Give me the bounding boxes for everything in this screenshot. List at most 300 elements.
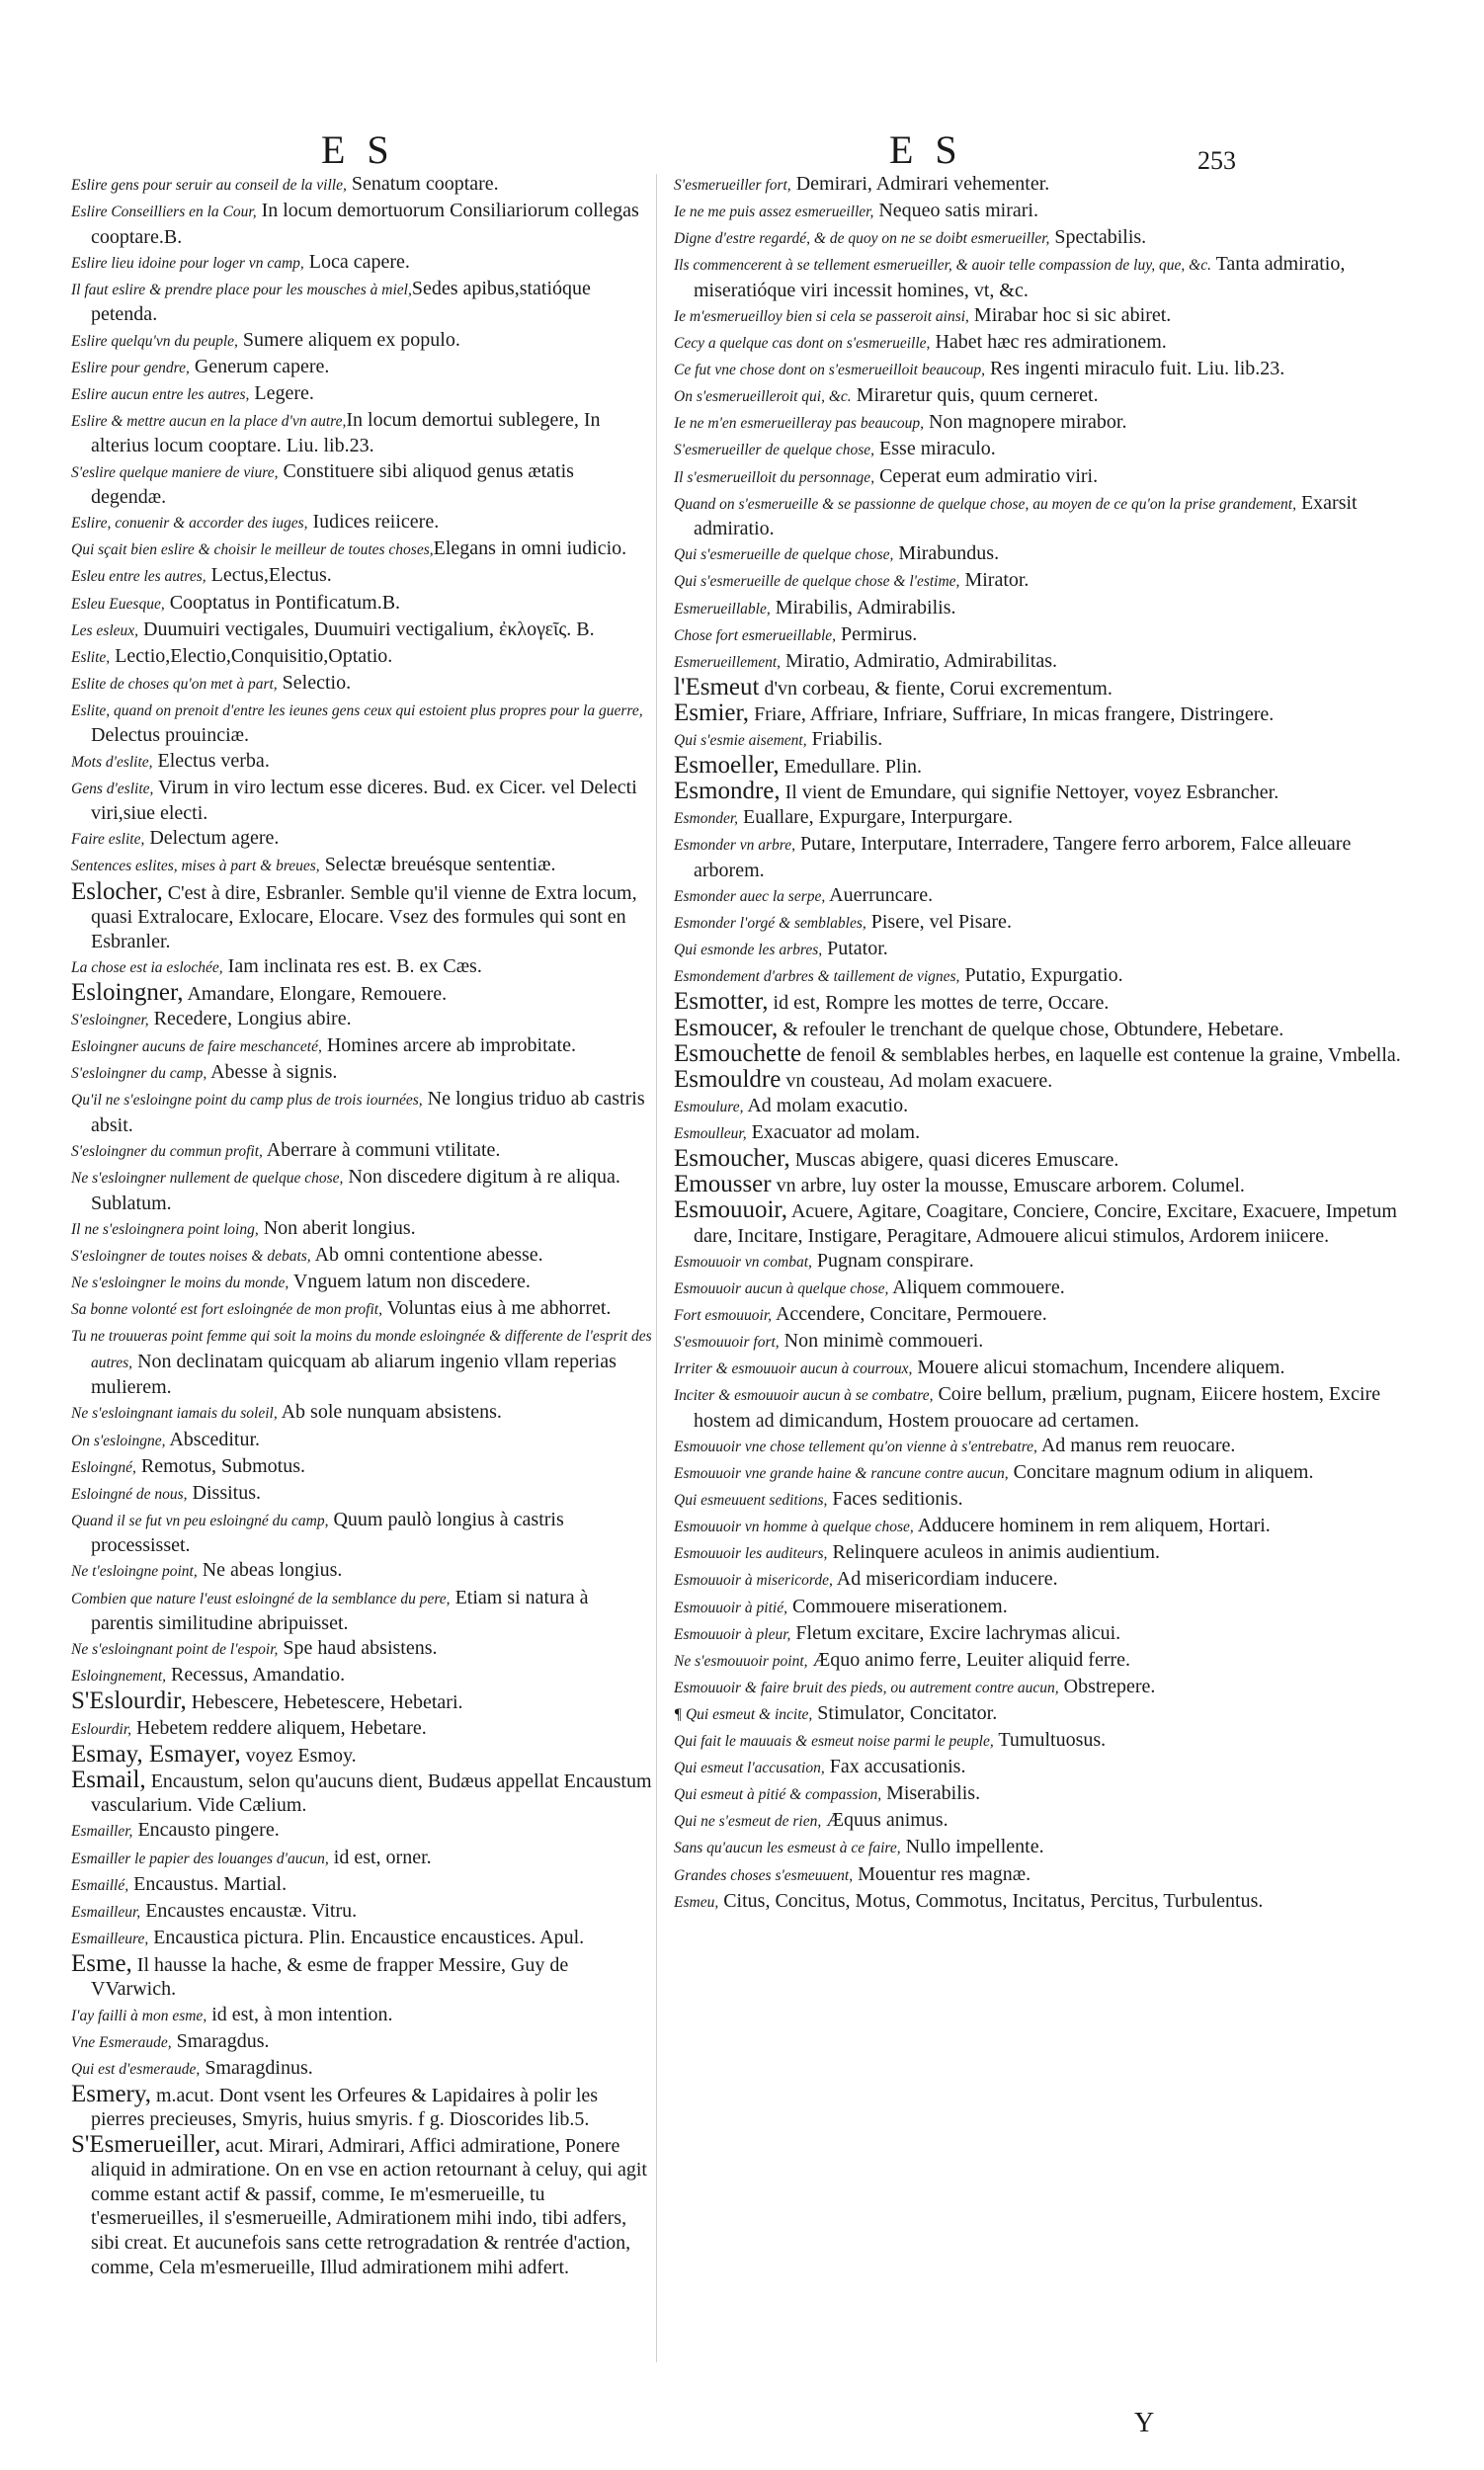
dictionary-entry [674, 410, 1403, 437]
right-column [674, 172, 1403, 2360]
entry-gloss: Auerruncare. [825, 884, 934, 907]
entry-headword: Esmouldre [674, 1065, 782, 1093]
entry-headword: Esmouchette [674, 1039, 802, 1067]
entry-gloss: Remotus, Submotus. [135, 1454, 306, 1477]
entry-headword: Gens d'eslite, [71, 780, 154, 797]
entry-headword: Esmerueillement, [674, 653, 782, 671]
dictionary-entry [674, 780, 1403, 805]
dictionary-entry [71, 591, 654, 618]
dictionary-entry [674, 1567, 1403, 1594]
entry-headword: Eslite, [71, 648, 111, 666]
entry-headword: Quand il se fut vn peu esloingné du camp, [71, 1512, 329, 1529]
entry-headword: S'esmerueiller de quelque chose, [674, 442, 875, 459]
entry-gloss: Mouentur res magnæ. [853, 1862, 1031, 1885]
entry-gloss: Citus, Concitus, Motus, Commotus, Incitatus, Percitus, Turbulentus. [718, 1889, 1264, 1912]
entry-headword: Ie ne me puis assez esmerueiller, [674, 204, 874, 221]
dictionary-entry [71, 1926, 654, 1952]
column-divider [656, 174, 657, 2362]
dictionary-entry [71, 826, 654, 853]
dictionary-entry [674, 1434, 1403, 1460]
entry-gloss: In locum demortui sublegere, In alterius locum cooptare. Liu. lib.23. [91, 408, 601, 457]
entry-headword: Ne s'esloingner nullement de quelque chose, [71, 1170, 344, 1188]
entry-headword: Emousser [674, 1171, 772, 1198]
entry-gloss: Encausto pingere. [132, 1819, 280, 1842]
entry-headword: Esmaillé, [71, 1876, 129, 1894]
dictionary-entry [71, 1636, 654, 1663]
entry-headword: Esmoucer, [674, 1014, 779, 1041]
dictionary-entry [71, 1454, 654, 1481]
entry-headword: Qui s'esmie aisement, [674, 731, 807, 749]
entry-headword: Combien que nature l'eust esloingné de la semblance du pere, [71, 1590, 451, 1607]
dictionary-entry [674, 990, 1403, 1016]
entry-gloss: Acuere, Agitare, Coagitare, Conciere, Concire, Excitare, Exacuere, Impetum dare, Incitare, Instigare, Peragitare, Admouere alicui stimulos, Ardorem iniicere. [694, 1200, 1397, 1247]
dictionary-entry [674, 1014, 1403, 1042]
entry-gloss: Non minimè commoueri. [779, 1330, 984, 1353]
dictionary-entry [674, 330, 1403, 357]
dictionary-entry [71, 1689, 654, 1715]
entry-gloss: Il vient de Emundare, qui signifie Nettoyer, voyez Esbrancher. [780, 782, 1279, 804]
entry-gloss: & refouler le trenchant de quelque chose, Obtundere, Hebetare. [778, 1018, 1284, 1040]
entry-gloss: Ad manus rem reuocare. [1036, 1435, 1236, 1456]
entry-headword: Ne s'esmouuoir point, [674, 1652, 808, 1670]
dictionary-entry [71, 1508, 654, 1558]
dictionary-entry [71, 1428, 654, 1454]
dictionary-entry [674, 1065, 1403, 1094]
entry-headword: Ce fut vne chose dont on s'esmerueilloit beaucoup, [674, 362, 985, 379]
entry-gloss: Tumultuosus. [993, 1729, 1107, 1752]
entry-headword: Esmoeller, [674, 752, 780, 780]
entry-headword: Esmotter, [674, 988, 769, 1016]
dictionary-entry [71, 250, 654, 277]
entry-gloss: Generum capere. [189, 355, 330, 377]
entry-headword: Esloingner, [71, 978, 184, 1006]
running-head-right: E S [889, 127, 963, 172]
dictionary-entry [71, 1270, 654, 1296]
dictionary-entry [674, 1675, 1403, 1701]
entry-headword: Faire eslite, [71, 831, 145, 849]
dictionary-entry [674, 1094, 1403, 1120]
entry-headword: Qui s'esmerueille de quelque chose, [674, 546, 894, 564]
entry-headword: Esmouuoir à misericorde, [674, 1572, 833, 1590]
dictionary-entry [674, 1198, 1403, 1248]
entry-gloss: Non magnopere mirabor. [923, 411, 1127, 434]
entry-headword: Esmailler, [71, 1823, 133, 1841]
dictionary-entry [71, 1740, 654, 1769]
entry-gloss: Commouere miserationem. [786, 1595, 1008, 1617]
entry-gloss: Ne abeas longius. [197, 1559, 343, 1582]
dictionary-entry [674, 649, 1403, 676]
dictionary-entry [674, 1862, 1403, 1889]
entry-gloss: Encaustus. Martial. [128, 1872, 288, 1895]
entry-headword: Ie m'esmerueilloy bien si cela se passeroit ainsi, [674, 307, 969, 325]
entry-gloss: Miserabilis. [881, 1782, 981, 1805]
entry-headword: Qui est d'esmeraude, [71, 2060, 201, 2078]
entry-gloss: Selectæ breuésque sententiæ. [319, 854, 556, 876]
dictionary-entry [674, 1755, 1403, 1781]
entry-gloss: Encaustes encaustæ. Vitru. [140, 1899, 358, 1922]
entry-headword: Qui esmeut l'accusation, [674, 1760, 825, 1777]
entry-gloss: id est, orner. [328, 1846, 432, 1868]
dictionary-entry [674, 541, 1403, 568]
entry-gloss: Mouere alicui stomachum, Incendere aliquem. [912, 1357, 1285, 1379]
entry-headword: Esmier, [674, 699, 750, 726]
entry-gloss: Smaragdus. [171, 2029, 270, 2052]
dictionary-entry [674, 1621, 1403, 1648]
entry-gloss: Constituere sibi aliquod genus ætatis degendæ. [91, 459, 574, 509]
entry-headword: I'ay failli à mon esme, [71, 2007, 207, 2024]
entry-headword: Esloingnement, [71, 1668, 166, 1686]
entry-headword: Esmouuoir les auditeurs, [674, 1545, 828, 1563]
entry-gloss: Fax accusationis. [824, 1756, 966, 1778]
entry-headword: Chose fort esmerueillable, [674, 626, 837, 644]
entry-headword: Il ne s'esloingnera point loing, [71, 1220, 259, 1238]
entry-gloss: Smaragdinus. [200, 2056, 313, 2079]
dictionary-entry [674, 1460, 1403, 1487]
dictionary-entry [674, 252, 1403, 302]
entry-gloss: Miratio, Admiratio, Admirabilitas. [781, 649, 1058, 672]
signature-mark: Y [1134, 2408, 1155, 2438]
dictionary-entry [71, 563, 654, 590]
dictionary-entry [71, 776, 654, 826]
entry-gloss: Muscas abigere, quasi diceres Emuscare. [789, 1148, 1119, 1171]
entry-gloss: Non aberit longius. [258, 1216, 416, 1239]
dictionary-entry [71, 618, 654, 644]
dictionary-entry [674, 1249, 1403, 1276]
entry-headword: Fort esmouuoir, [674, 1307, 773, 1325]
dictionary-entry [674, 383, 1403, 410]
dictionary-entry [674, 1781, 1403, 1808]
dictionary-entry [674, 727, 1403, 754]
entry-gloss: Ad molam exacutio. [743, 1094, 909, 1116]
entry-headword: S'eslire quelque maniere de viure, [71, 463, 279, 481]
entry-headword: S'esloingner de toutes noises & debats, [71, 1247, 311, 1265]
dictionary-entry [674, 1701, 1403, 1728]
entry-gloss: Non declinatam quicquam ab aliarum ingenio vllam reperias mulierem. [91, 1350, 617, 1399]
dictionary-entry [71, 2130, 654, 2280]
entry-headword: Esmoulleur, [674, 1124, 747, 1142]
entry-headword: Eslire aucun entre les autres, [71, 385, 250, 403]
left-column [71, 172, 654, 2380]
entry-headword: Esmouuoir à pitié, [674, 1599, 787, 1616]
dictionary-entry [674, 1120, 1403, 1147]
entry-headword: Esmail, [71, 1766, 146, 1793]
entry-headword: Esloingner aucuns de faire meschanceté, [71, 1038, 322, 1056]
entry-gloss: Obstrepere. [1058, 1675, 1156, 1697]
entry-headword: Qu'il ne s'esloingne point du camp plus de trois iournées, [71, 1092, 423, 1110]
dictionary-entry [71, 355, 654, 381]
entry-headword: Grandes choses s'esmeuuent, [674, 1866, 854, 1884]
entry-headword: Esmonder l'orgé & semblables, [674, 915, 866, 933]
entry-headword: Esmailleur, [71, 1903, 141, 1921]
dictionary-entry [674, 1889, 1403, 1916]
entry-headword: Eslire Conseilliers en la Cour, [71, 204, 257, 221]
entry-headword: Il s'esmerueilloit du personnage, [674, 468, 875, 486]
entry-headword: Mots d'eslite, [71, 753, 153, 771]
entry-headword: Ne t'esloingne point, [71, 1563, 198, 1581]
dictionary-entry [674, 1302, 1403, 1329]
dictionary-entry [71, 954, 654, 981]
entry-gloss: Aliquem commouere. [888, 1276, 1065, 1298]
dictionary-entry [71, 1481, 654, 1508]
dictionary-entry [674, 199, 1403, 225]
entry-headword: S'esmouuoir fort, [674, 1334, 780, 1352]
entry-gloss: Ne longius triduo ab castris absit. [91, 1088, 645, 1136]
entry-headword: Esmonder auec la serpe, [674, 888, 826, 906]
dictionary-entry [674, 464, 1403, 491]
entry-headword: S'Eslourdir, [71, 1688, 187, 1715]
entry-headword: Qui ne s'esmeut de rien, [674, 1813, 822, 1831]
entry-gloss: Concitare magnum odium in aliquem. [1008, 1461, 1314, 1484]
entry-headword: Esmailleure, [71, 1930, 149, 1947]
entry-headword: Esmonder vn arbre, [674, 837, 795, 855]
entry-gloss: Cooptatus in Pontificatum.B. [164, 591, 401, 614]
entry-gloss: Stimulator, Concitator. [812, 1701, 998, 1724]
entry-headword: Eslire lieu idoine pour loger vn camp, [71, 254, 304, 272]
entry-headword: Eslite, quand on prenoit d'entre les ieunes gens ceux qui estoient plus propres pour la guerre, [71, 701, 643, 719]
entry-gloss: Putator. [822, 938, 888, 960]
entry-gloss: Putare, Interputare, Interradere, Tangere ferro arborem, Falce alleuare arborem. [694, 833, 1352, 881]
entry-headword: Esleu Euesque, [71, 595, 165, 613]
dictionary-entry [71, 1323, 654, 1400]
dictionary-entry [674, 754, 1403, 780]
entry-gloss: Exacuator ad molam. [746, 1120, 921, 1143]
dictionary-entry [71, 1033, 654, 1060]
dictionary-entry [71, 1243, 654, 1270]
entry-headword: Eslire gens pour seruir au conseil de la ville, [71, 177, 347, 194]
dictionary-entry [674, 303, 1403, 330]
dictionary-entry [674, 937, 1403, 963]
dictionary-entry [674, 596, 1403, 622]
dictionary-entry [71, 381, 654, 408]
entry-gloss: Amandare, Elongare, Remouere. [183, 982, 448, 1005]
entry-gloss: Ab omni contentione abesse. [310, 1243, 543, 1266]
entry-headword: Eslire & mettre aucun en la place d'vn autre, [71, 412, 347, 430]
entry-gloss: Etiam si natura à parentis similitudine abripuisset. [91, 1586, 589, 1635]
entry-gloss: Pisere, vel Pisare. [866, 911, 1012, 934]
entry-headword: Esmonder, [674, 810, 739, 828]
dictionary-entry [674, 1835, 1403, 1861]
entry-headword: Esmouuoir, [674, 1196, 787, 1224]
entry-gloss: Permirus. [836, 622, 918, 645]
dictionary-entry [71, 459, 654, 510]
dictionary-entry [674, 805, 1403, 832]
entry-gloss: Recedere, Longius abire. [148, 1008, 352, 1029]
dictionary-entry [71, 1949, 654, 2002]
dictionary-entry [674, 910, 1403, 937]
entry-gloss: Exarsit admiratio. [694, 491, 1358, 540]
entry-headword: On s'esmerueilleroit qui, &c. [674, 388, 852, 406]
entry-headword: Digne d'estre regardé, & de quoy on ne se doibt esmerueiller, [674, 230, 1050, 248]
dictionary-entry [71, 1165, 654, 1215]
entry-gloss: Delectus prouinciæ. [91, 724, 249, 747]
entry-headword: Eslourdir, [71, 1720, 132, 1738]
entry-headword: Eslocher, [71, 877, 163, 905]
entry-gloss: d'vn corbeau, & fiente, Corui excrementum. [759, 677, 1113, 700]
entry-headword: S'Esmerueiller, [71, 2130, 221, 2158]
entry-gloss: Mirabar hoc si sic abiret. [968, 303, 1172, 326]
dictionary-entry [674, 1487, 1403, 1514]
entry-gloss: Absceditur. [165, 1428, 260, 1450]
entry-headword: Qui sçait bien eslire & choisir le meilleur de toutes choses, [71, 541, 434, 559]
entry-headword: Esmeu, [674, 1893, 719, 1911]
dictionary-entry [674, 701, 1403, 727]
dictionary-entry [71, 1818, 654, 1845]
entry-gloss: id est, Rompre les mottes de terre, Occare. [768, 992, 1110, 1015]
entry-gloss: id est, à mon intention. [206, 2003, 393, 2025]
dictionary-entry [674, 1039, 1403, 1068]
dictionary-entry [71, 172, 654, 199]
entry-headword: Esmondre, [674, 778, 781, 805]
dictionary-entry [71, 1400, 654, 1427]
entry-headword: Esmondement d'arbres & taillement de vignes, [674, 968, 960, 986]
entry-headword: Il faut eslire & prendre place pour les mousches à miel, [71, 281, 412, 298]
dictionary-entry [71, 510, 654, 536]
entry-headword: S'esloingner du commun profit, [71, 1142, 263, 1160]
dictionary-entry [674, 622, 1403, 649]
entry-gloss: Senatum cooptare. [346, 173, 499, 195]
entry-gloss: Elegans in omni iudicio. [433, 537, 627, 560]
dictionary-entry [71, 877, 654, 954]
entry-headword: Esmouuoir & faire bruit des pieds, ou autrement contre aucun, [674, 1679, 1059, 1696]
dictionary-entry [674, 1648, 1403, 1675]
entry-headword: Ils commencerent à se tellement esmerueiller, & auoir telle compassion de luy, que, &c. [674, 257, 1211, 275]
entry-headword: Inciter & esmouuoir aucun à se combatre, [674, 1387, 934, 1405]
dictionary-entry [674, 1329, 1403, 1356]
entry-headword: Cecy a quelque cas dont on s'esmerueille, [674, 335, 931, 353]
entry-headword: Eslite de choses qu'on met à part, [71, 675, 278, 693]
dictionary-entry [71, 1716, 654, 1743]
dictionary-entry [71, 644, 654, 671]
dictionary-entry [674, 1728, 1403, 1755]
entry-gloss: Delectum agere. [144, 827, 280, 850]
dictionary-entry [674, 673, 1403, 701]
entry-gloss: Mirabilis, Admirabilis. [770, 596, 956, 618]
dictionary-entry [674, 832, 1403, 882]
entry-gloss: Putatio, Expurgatio. [959, 964, 1123, 987]
entry-headword: Esmailler le papier des louanges d'aucun, [71, 1850, 329, 1867]
entry-gloss: Emedullare. Plin. [779, 756, 923, 779]
entry-gloss: Hebescere, Hebetescere, Hebetari. [186, 1691, 463, 1714]
entry-headword: Esmouuoir vn combat, [674, 1253, 812, 1271]
dictionary-entry [71, 1007, 654, 1033]
entry-gloss: Vnguem latum non discedere. [289, 1270, 531, 1292]
entry-headword: Esmouuoir vn homme à quelque chose, [674, 1519, 914, 1536]
entry-gloss: Hebetem reddere aliquem, Hebetare. [131, 1716, 427, 1739]
entry-gloss: Il hausse la hache, & esme de frapper Messire, Guy de VVarwich. [91, 1953, 569, 2001]
entry-gloss: Sumere aliquem ex populo. [237, 328, 460, 351]
entry-gloss: Iudices reiicere. [307, 511, 440, 534]
entry-gloss: Miraretur quis, quum cerneret. [851, 384, 1099, 407]
entry-gloss: Sedes apibus,statióque petenda. [91, 277, 591, 326]
entry-headword: Irriter & esmouuoir aucun à courroux, [674, 1360, 913, 1378]
dictionary-entry [71, 328, 654, 355]
entry-headword: Esme, [71, 1949, 132, 1977]
entry-gloss: Ad misericordiam inducere. [832, 1568, 1058, 1591]
entry-gloss: Res ingenti miraculo fuit. Liu. lib.23. [984, 358, 1285, 380]
entry-gloss: Iam inclinata res est. B. ex Cæs. [222, 954, 482, 977]
entry-headword: Sentences eslites, mises à part & breues, [71, 858, 320, 875]
page-number: 253 [1197, 146, 1236, 175]
entry-headword: Eslire, conuenir & accorder des iuges, [71, 515, 308, 533]
entry-headword: Esmouuoir vne chose tellement qu'on vienne à s'entrebatre, [674, 1439, 1037, 1455]
entry-headword: S'esloingner du camp, [71, 1065, 207, 1083]
dictionary-entry [674, 357, 1403, 383]
dictionary-entry [674, 1382, 1403, 1433]
entry-headword: Quand on s'esmerueille & se passionne de quelque chose, au moyen de ce qu'on la prise grandement, [674, 495, 1296, 513]
entry-headword: Esmouuoir vne grande haine & rancune contre aucun, [674, 1465, 1009, 1483]
entry-headword: La chose est ia eslochée, [71, 958, 223, 976]
entry-gloss: acut. Mirari, Admirari, Affici admiratione, Ponere aliquid in admiratione. On en vse en action retournant à celuy, qui agit comme estant actif & passif, comme, Ie m'esmerueille, tu t'esmerueilles, il s'esmerueille, Admirationem mihi indo, tibi adfers, sibi creat. Et aucunefois sans cette retrogradation & rentrée d'action, comme, Cela m'esmerueille, Illud admirationem mihi adfert. [91, 2134, 647, 2278]
entry-gloss: m.acut. Dont vsent les Orfeures & Lapidaires à polir les pierres precieuses, Smyris, huius smyris. f g. Dioscorides lib.5. [91, 2084, 599, 2131]
entry-gloss: Coire bellum, prælium, pugnam, Eiicere hostem, Excire hostem ad dimicandum, Hostem prouocare ad certamen. [694, 1383, 1381, 1432]
entry-gloss: Quum paulò longius à castris processisset. [91, 1508, 564, 1557]
entry-gloss: Duumuiri vectigales, Duumuiri vectigalium, ἐκλογεῖς. B. [138, 618, 595, 640]
dictionary-entry [674, 963, 1403, 990]
entry-gloss: Friare, Affriare, Infriare, Suffriare, In micas frangere, Distringere. [749, 702, 1275, 725]
entry-headword: Ne s'esloingner le moins du monde, [71, 1274, 289, 1291]
dictionary-entry [71, 698, 654, 748]
entry-gloss: Spe haud absistens. [278, 1637, 438, 1660]
dictionary-entry [71, 2056, 654, 2083]
entry-gloss: Encaustica pictura. Plin. Encaustice encaustices. Apul. [148, 1926, 585, 1948]
dictionary-entry [71, 749, 654, 776]
entry-gloss: Lectus,Electus. [206, 564, 332, 587]
dictionary-entry [71, 2003, 654, 2029]
entry-gloss: Legere. [249, 381, 314, 404]
entry-headword: Ne s'esloingnant point de l'espoir, [71, 1641, 279, 1659]
entry-gloss: Virum in viro lectum esse diceres. Bud. ex Cicer. vel Delecti viri,siue electi. [91, 776, 637, 825]
dictionary-entry [71, 2029, 654, 2056]
entry-headword: Qui s'esmerueille de quelque chose & l'estime, [674, 573, 960, 591]
dictionary-entry [71, 1296, 654, 1323]
dictionary-entry [71, 1766, 654, 1818]
dictionary-entry [71, 978, 654, 1007]
entry-headword: Eslire quelqu'vn du peuple, [71, 332, 238, 350]
dictionary-entry [674, 1173, 1403, 1198]
entry-headword: Ie ne m'en esmerueilleray pas beaucoup, [674, 415, 924, 433]
entry-headword: S'esmerueiller fort, [674, 177, 791, 194]
entry-headword: Les esleux, [71, 621, 139, 639]
entry-headword: Qui fait le mauuais & esmeut noise parmi le peuple, [674, 1733, 994, 1751]
dictionary-entry [71, 1846, 654, 1872]
entry-headword: Ne s'esloingnant iamais du soleil, [71, 1405, 278, 1423]
dictionary-entry [71, 1558, 654, 1585]
dictionary-entry [674, 1808, 1403, 1835]
dictionary-entry [71, 536, 654, 563]
entry-gloss: Recessus, Amandatio. [166, 1664, 346, 1687]
dictionary-entry [71, 277, 654, 327]
entry-gloss: Pugnam conspirare. [811, 1249, 974, 1272]
entry-gloss: de fenoil & semblables herbes, en laquelle est contenue la graine, Vmbella. [801, 1043, 1401, 1066]
entry-headword: Esloingné de nous, [71, 1485, 188, 1503]
entry-gloss: Ceperat eum admiratio viri. [874, 464, 1099, 487]
entry-gloss: voyez Esmoy. [240, 1744, 357, 1767]
dictionary-entry [674, 1595, 1403, 1621]
entry-gloss: C'est à dire, Esbranler. Semble qu'il vienne de Extra locum, quasi Extralocare, Exlocare, Elocare. Vsez des formules qui sont en Esbranler. [91, 881, 637, 952]
entry-gloss: Loca capere. [303, 250, 410, 273]
entry-headword: ¶ Qui esmeut & incite, [674, 1705, 813, 1723]
entry-headword: Esmouuoir aucun à quelque chose, [674, 1279, 889, 1297]
entry-headword: Esmery, [71, 2080, 151, 2107]
dictionary-entry [71, 671, 654, 698]
entry-gloss: Nullo impellente. [900, 1836, 1044, 1858]
entry-gloss: Aberrare à communi vtilitate. [262, 1138, 501, 1161]
entry-gloss: Mirabundus. [893, 542, 1000, 565]
dictionary-entry [71, 1138, 654, 1165]
dictionary-entry [674, 1144, 1403, 1173]
entry-gloss: Spectabilis. [1049, 226, 1147, 249]
entry-headword: Tu ne trouueras point femme qui soit la moins du monde esloingnée & differente de l'esprit des autres, [71, 1328, 652, 1371]
